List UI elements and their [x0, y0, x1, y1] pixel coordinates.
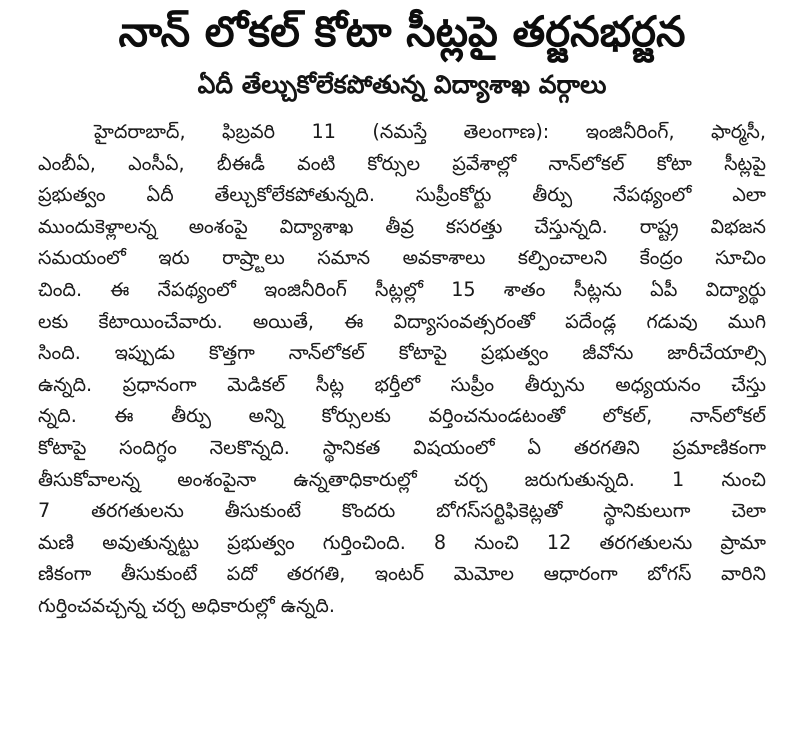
body-line: ప్రభుత్వం ఏదీ తేల్చుకోలేకపోతున్నది. సుప్రీంకోర్టు తీర్పు నేపథ్యంలో ఎలా [38, 183, 766, 207]
body-line: ముందుకెళ్లాలన్న అంశంపై విద్యాశాఖ తీవ్ర కసరత్తు చేస్తున్నది. రాష్ట్ర విభజన [38, 214, 766, 238]
body-line: మణి అవుతున్నట్టు ప్రభుత్వం గుర్తించింది. 8 నుంచి 12 తరగతులను ప్రామా [38, 530, 766, 554]
body-line: సమయంలో ఇరు రాష్ర్టాలు సమాన అవకాశాలు కల్పించాలని కేంద్రం సూచిం [38, 246, 766, 270]
body-line: 7 తరగతులను తీసుకుంటే కొందరు బోగస్‌సర్టిఫికెట్లతో స్థానికులుగా చెలా [38, 499, 766, 523]
body-line: న్నది. ఈ తీర్పు అన్ని కోర్సులకు వర్తించనుండటంతో లోకల్, నాన్‌లోకల్ [38, 404, 766, 428]
body-line: ణికంగా తీసుకుంటే పదో తరగతి, ఇంటర్ మెమోల ఆధారంగా బోగస్ వారిని [38, 562, 766, 586]
article-body [38, 116, 766, 622]
body-line: చింది. ఈ నేపథ్యంలో ఇంజినీరింగ్ సీట్లల్లో 15 శాతం సీట్లను ఏపీ విద్యార్థు [38, 277, 766, 301]
subheadline: ఏదీ తేల్చుకోలేకపోతున్న విద్యాశాఖ వర్గాలు [197, 70, 607, 99]
body-line: హైదరాబాద్, ఫిబ్రవరి 11 (నమస్తే తెలంగాణ): ఇంజినీరింగ్, ఫార్మసీ, [94, 120, 766, 143]
body-line: ఎంబీఏ, ఎంసీఏ, బీఈడీ వంటి కోర్సుల ప్రవేశాల్లో నాన్‌లోకల్ కోటా సీట్లపై [38, 151, 766, 175]
body-line: కోటాపై సందిగ్ధం నెలకొన్నది. స్థానికత విషయంలో ఏ తరగతిని ప్రమాణికంగా [38, 435, 766, 459]
body-line: సింది. ఇప్పుడు కొత్తగా నాన్‌లోకల్ కోటాపై ప్రభుత్వం జీవోను జారీచేయాల్సి [38, 341, 766, 365]
body-line: తీసుకోవాలన్న అంశంపైనా ఉన్నతాధికారుల్లో చర్చ జరుగుతున్నది. 1 నుంచి [38, 467, 766, 491]
body-line: ఉన్నది. ప్రధానంగా మెడికల్ సీట్ల భర్తీలో సుప్రీం తీర్పును అధ్యయనం చేస్తు [38, 372, 766, 396]
body-line: గుర్తించవచ్చన్న చర్చ అధికారుల్లో ఉన్నది. [38, 593, 335, 617]
body-line: లకు కేటాయించేవారు. అయితే, ఈ విద్యాసంవత్సరంతో పదేండ్ల గడువు ముగి [38, 309, 766, 333]
headline: నాన్ లోకల్ కోటా సీట్లపై తర్జనభర్జన [118, 7, 686, 56]
